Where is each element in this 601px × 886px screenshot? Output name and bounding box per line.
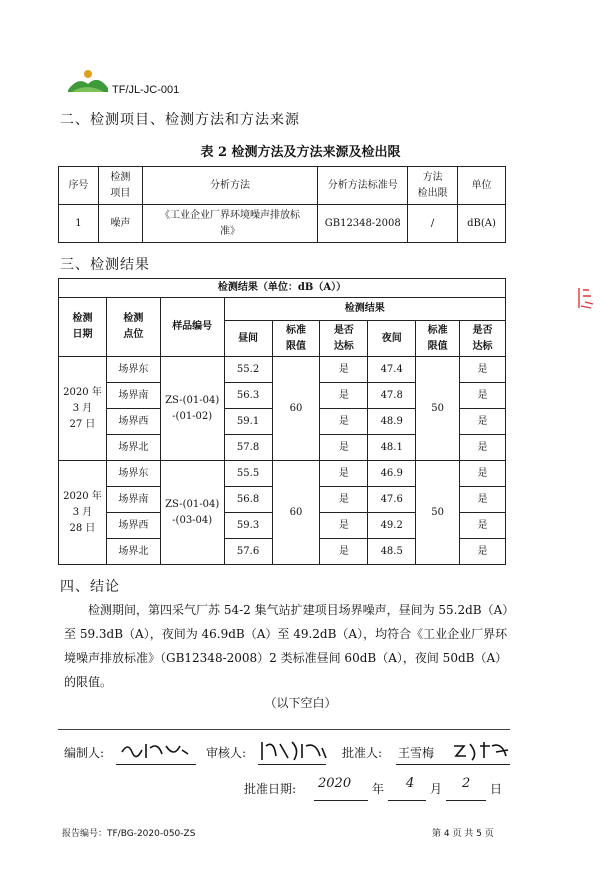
row-day: 59.3: [224, 513, 272, 539]
row-point: 场界北: [106, 539, 160, 565]
row-night-ok: 是: [460, 461, 506, 487]
cell-limit: /: [408, 205, 458, 243]
th-night-ok: 是否 达标: [460, 321, 506, 357]
group-sample: ZS-(01-04) -(03-04): [160, 461, 224, 565]
method-table-header: [59, 167, 506, 205]
cell-item: 噪声: [98, 205, 142, 243]
group-night-limit: 50: [416, 357, 460, 461]
table-row: [59, 461, 506, 487]
results-top-header: 检测结果（单位：dB（A））: [59, 279, 506, 298]
divider-line: [58, 729, 510, 730]
row-day: 57.6: [224, 539, 272, 565]
th-day-limit: 标准 限值: [272, 321, 320, 357]
table-row: [59, 357, 506, 383]
method-table-row: [59, 205, 506, 243]
section-3-title: 三、检测结果: [60, 257, 150, 273]
approval-day: 2: [462, 776, 471, 791]
row-day-ok: 是: [320, 409, 368, 435]
reviewer-label: 审核人:: [206, 746, 247, 760]
results-table: [58, 278, 506, 565]
day-unit: 日: [490, 782, 503, 796]
row-point: 场界北: [106, 435, 160, 461]
row-night: 46.9: [368, 461, 416, 487]
table-2-caption: 表 2 检测方法及方法来源及检出限: [200, 145, 401, 160]
th-serial: 序号: [59, 167, 99, 205]
row-point: 场界西: [106, 513, 160, 539]
row-night-ok: 是: [460, 409, 506, 435]
approval-year: 2020: [318, 776, 352, 791]
row-day-ok: 是: [320, 435, 368, 461]
group-sample: ZS-(01-04) -(01-02): [160, 357, 224, 461]
row-night-ok: 是: [460, 357, 506, 383]
th-method: 分析方法: [142, 167, 318, 205]
row-day-ok: 是: [320, 513, 368, 539]
th-night-limit: 标准 限值: [416, 321, 460, 357]
section-2-title: 二、检测项目、检测方法和方法来源: [60, 112, 300, 128]
row-day-ok: 是: [320, 461, 368, 487]
row-day-ok: 是: [320, 487, 368, 513]
approver-line: [396, 744, 510, 765]
row-night: 48.5: [368, 539, 416, 565]
th-night: 夜间: [368, 321, 416, 357]
th-standard: 分析方法标准号: [318, 167, 408, 205]
compiler-line: [116, 744, 196, 765]
row-night: 48.9: [368, 409, 416, 435]
th-date: 检测 日期: [59, 298, 107, 357]
row-day: 56.8: [224, 487, 272, 513]
cell-standard: GB12348-2008: [318, 205, 408, 243]
approval-date-label: 批准日期:: [244, 782, 297, 796]
method-table: [58, 166, 506, 243]
group-date: 2020 年 3 月 27 日: [59, 357, 107, 461]
row-point: 场界南: [106, 383, 160, 409]
row-night: 49.2: [368, 513, 416, 539]
th-day-ok: 是否 达标: [320, 321, 368, 357]
row-night: 47.8: [368, 383, 416, 409]
row-day-ok: 是: [320, 383, 368, 409]
row-day: 55.2: [224, 357, 272, 383]
group-day-limit: 60: [272, 461, 320, 565]
blank-note: （以下空白）: [264, 696, 337, 710]
row-point: 场界南: [106, 487, 160, 513]
row-night: 48.1: [368, 435, 416, 461]
row-point: 场界东: [106, 357, 160, 383]
th-results: 检测结果: [224, 298, 505, 321]
row-day: 59.1: [224, 409, 272, 435]
row-point: 场界东: [106, 461, 160, 487]
month-unit: 月: [430, 782, 443, 796]
company-logo: [66, 68, 110, 94]
approval-month: 4: [406, 776, 415, 791]
row-night-ok: 是: [460, 539, 506, 565]
compiler-label: 编制人:: [64, 746, 105, 760]
th-unit: 单位: [458, 167, 506, 205]
row-day-ok: 是: [320, 539, 368, 565]
row-night-ok: 是: [460, 513, 506, 539]
th-sample: 样品编号: [160, 298, 224, 357]
reviewer-line: [258, 744, 326, 765]
cell-method: 《工业企业厂界环境噪声排放标准》: [142, 205, 318, 243]
report-number: 报告编号：TF/BG-2020-050-ZS: [62, 829, 196, 839]
th-day: 昼间: [224, 321, 272, 357]
month-line: [388, 780, 426, 801]
row-point: 场界西: [106, 409, 160, 435]
conclusion-paragraph: 检测期间，第四采气厂苏 54-2 集气站扩建项目场界噪声，昼间为 55.2dB（A）至 59.3dB（A），夜间为 46.9dB（A）至 49.2dB（A），均符合《工业企业厂界环境噪声排放标准》（GB12348-2008）2 类标准昼间 60dB（A），夜间 50dB（A）的限值。: [64, 603, 509, 689]
year-line: [314, 780, 368, 801]
group-date: 2020 年 3 月 28 日: [59, 461, 107, 565]
row-night: 47.4: [368, 357, 416, 383]
row-day-ok: 是: [320, 357, 368, 383]
group-day-limit: 60: [272, 357, 320, 461]
row-day: 57.8: [224, 435, 272, 461]
row-night: 47.6: [368, 487, 416, 513]
row-night-ok: 是: [460, 487, 506, 513]
seal-stamp-edge: [575, 286, 597, 310]
section-4-title: 四、结论: [60, 579, 120, 595]
doc-number: TF/JL-JC-001: [112, 84, 180, 96]
cell-unit: dB(A): [458, 205, 506, 243]
cell-serial: 1: [59, 205, 99, 243]
approver-label: 批准人:: [342, 746, 383, 760]
th-item: 检测 项目: [98, 167, 142, 205]
page-number: 第 4 页 共 5 页: [432, 829, 494, 839]
th-point: 检测 点位: [106, 298, 160, 357]
approver-name: 王雪梅: [398, 746, 435, 760]
row-day: 56.3: [224, 383, 272, 409]
row-day: 55.5: [224, 461, 272, 487]
th-limit: 方法 检出限: [408, 167, 458, 205]
group-night-limit: 50: [416, 461, 460, 565]
day-line: [446, 780, 486, 801]
row-night-ok: 是: [460, 383, 506, 409]
row-night-ok: 是: [460, 435, 506, 461]
year-unit: 年: [372, 782, 385, 796]
